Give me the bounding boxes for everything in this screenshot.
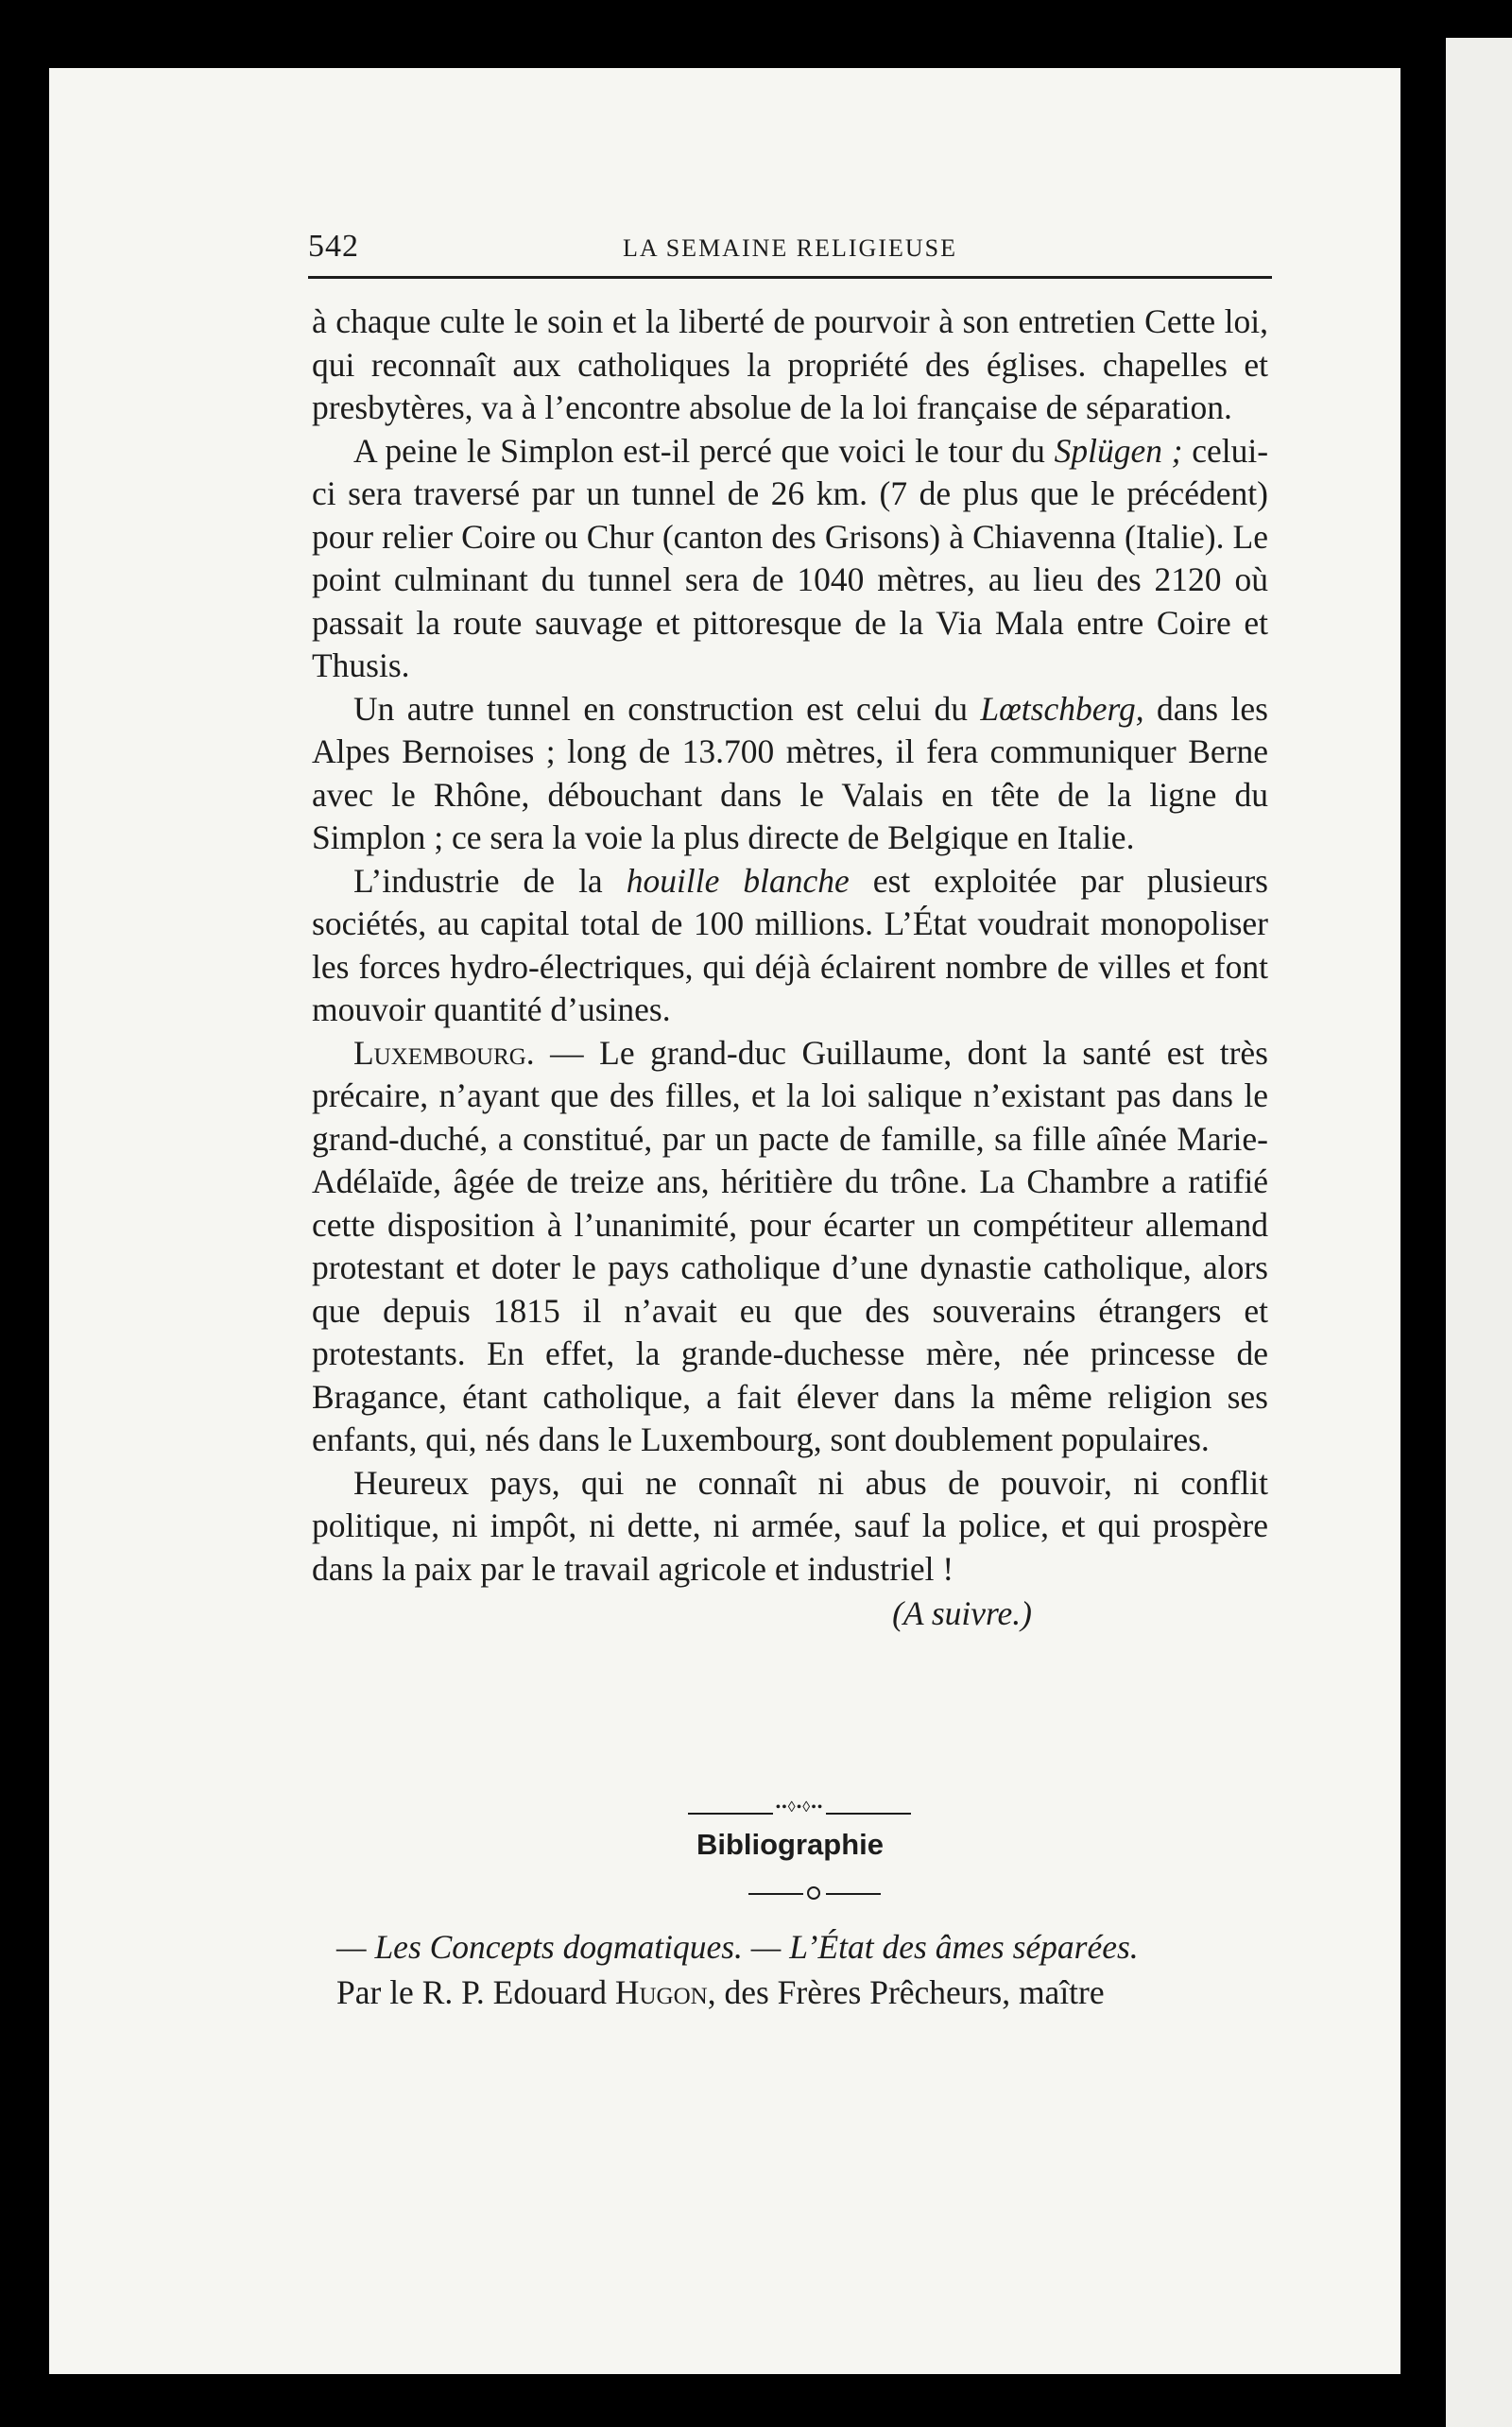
section-lead: Luxembourg. — [353, 1033, 535, 1072]
paragraph-text: A peine le Simplon est-il percé que voici le tour du — [353, 431, 1055, 470]
paragraph — [312, 1032, 1268, 1462]
italic-text: Splügen ; — [1054, 431, 1183, 470]
bibliography-entry — [336, 1924, 1278, 2015]
paragraph-text: à chaque culte le soin et la liberté de pourvoir à son entretien Cette loi, qui reconnaît aux catholiques la propriété des églises. chapelles et presbytères, va à l’encontre absolue de la loi française de séparation. — [312, 302, 1268, 426]
divider-line — [826, 1893, 881, 1895]
divider-line — [688, 1813, 773, 1815]
paragraph-text: dans les Alpes Bernoises ; long de 13.700 mètres, il fera communiquer Berne avec le Rhône, débouchant dans le Valais en tête de la ligne du Simplon ; ce sera la voie la plus directe de Belgique en Italie. — [312, 689, 1268, 856]
small-divider — [748, 1886, 881, 1900]
running-title: LA SEMAINE RELIGIEUSE — [623, 234, 957, 262]
bibliography-author-line — [336, 1970, 1278, 2015]
facing-page-edge — [1446, 38, 1512, 2427]
ornament-glyph: ••◊•◊•• — [775, 1799, 824, 1816]
bibliography-title: — Les Concepts dogmatiques. — L’État des âmes séparées. — [336, 1928, 1139, 1966]
paragraph-text: Heureux pays, qui ne connaît ni abus de pouvoir, ni conflit politique, ni impôt, ni dette, ni armée, sauf la police, et qui prospère dans la paix par le travail agricole et industriel ! — [312, 1463, 1268, 1588]
ornamental-divider — [688, 1799, 911, 1820]
to-be-continued: (A suivre.) — [892, 1594, 1032, 1632]
paragraph-text: Un autre tunnel en construction est celui du — [353, 689, 981, 728]
paragraph-text: Par le R. P. Edouard — [336, 1973, 615, 2011]
paragraph — [312, 1462, 1268, 1592]
paragraph — [312, 688, 1268, 860]
divider-line — [826, 1813, 911, 1815]
paragraph-text: L’industrie de la — [353, 861, 627, 900]
paragraph-text: celui-ci sera traversé par un tunnel de 26 km. (7 de plus que le précédent) pour relier Coire ou Chur (canton des Grisons) à Chiavenna (Italie). Le point culminant du tunnel sera de 1040 mètres, au lieu des 2120 où passait la route sauvage et pittoresque de la Via Mala entre Coire et Thusis. — [312, 431, 1269, 684]
author-name: Hugon — [614, 1973, 708, 2011]
article-body — [312, 301, 1268, 1636]
paragraph-text: est exploitée par plusieurs sociétés, au capital total de 100 millions. L’État voudrait monopoliser les forces hydro-électriques, qui déjà éclairent nombre de villes et font mouvoir quantité d’usines. — [312, 861, 1268, 1028]
bibliography-title-line — [336, 1924, 1278, 1970]
italic-text: Lœtschberg, — [980, 689, 1144, 728]
italic-text: houille blanche — [626, 861, 850, 900]
circle-ornament — [807, 1886, 820, 1900]
divider-line — [748, 1893, 803, 1895]
page-number: 542 — [308, 229, 359, 264]
paragraph-text: , des Frères Prêcheurs, maître — [707, 1973, 1105, 2011]
page-header — [308, 229, 1272, 276]
paragraph — [312, 860, 1268, 1032]
section-title: Bibliographie — [696, 1828, 885, 1861]
paragraph — [312, 301, 1268, 430]
header-rule — [308, 276, 1272, 279]
paragraph — [312, 430, 1268, 688]
paragraph-text: — Le grand-duc Guillaume, dont la santé est très précaire, n’ayant que des filles, et la loi salique n’existant pas dans le grand-duché, a constitué, par un pacte de famille, sa fille aînée Marie-Adélaïde, âgée de treize ans, héritière du trône. La Chambre a ratifié cette disposition à l’unanimité, pour écarter un compétiteur allemand protestant et doter le pays catholique d’une dynastie catholique, alors que depuis 1815 il n’avait eu que des souverains étrangers et protestants. En effet, la grande-duchesse mère, née princesse de Bragance, étant catholique, a fait élever dans la même religion ses enfants, qui, nés dans le Luxembourg, sont doublement populaires. — [312, 1033, 1268, 1458]
